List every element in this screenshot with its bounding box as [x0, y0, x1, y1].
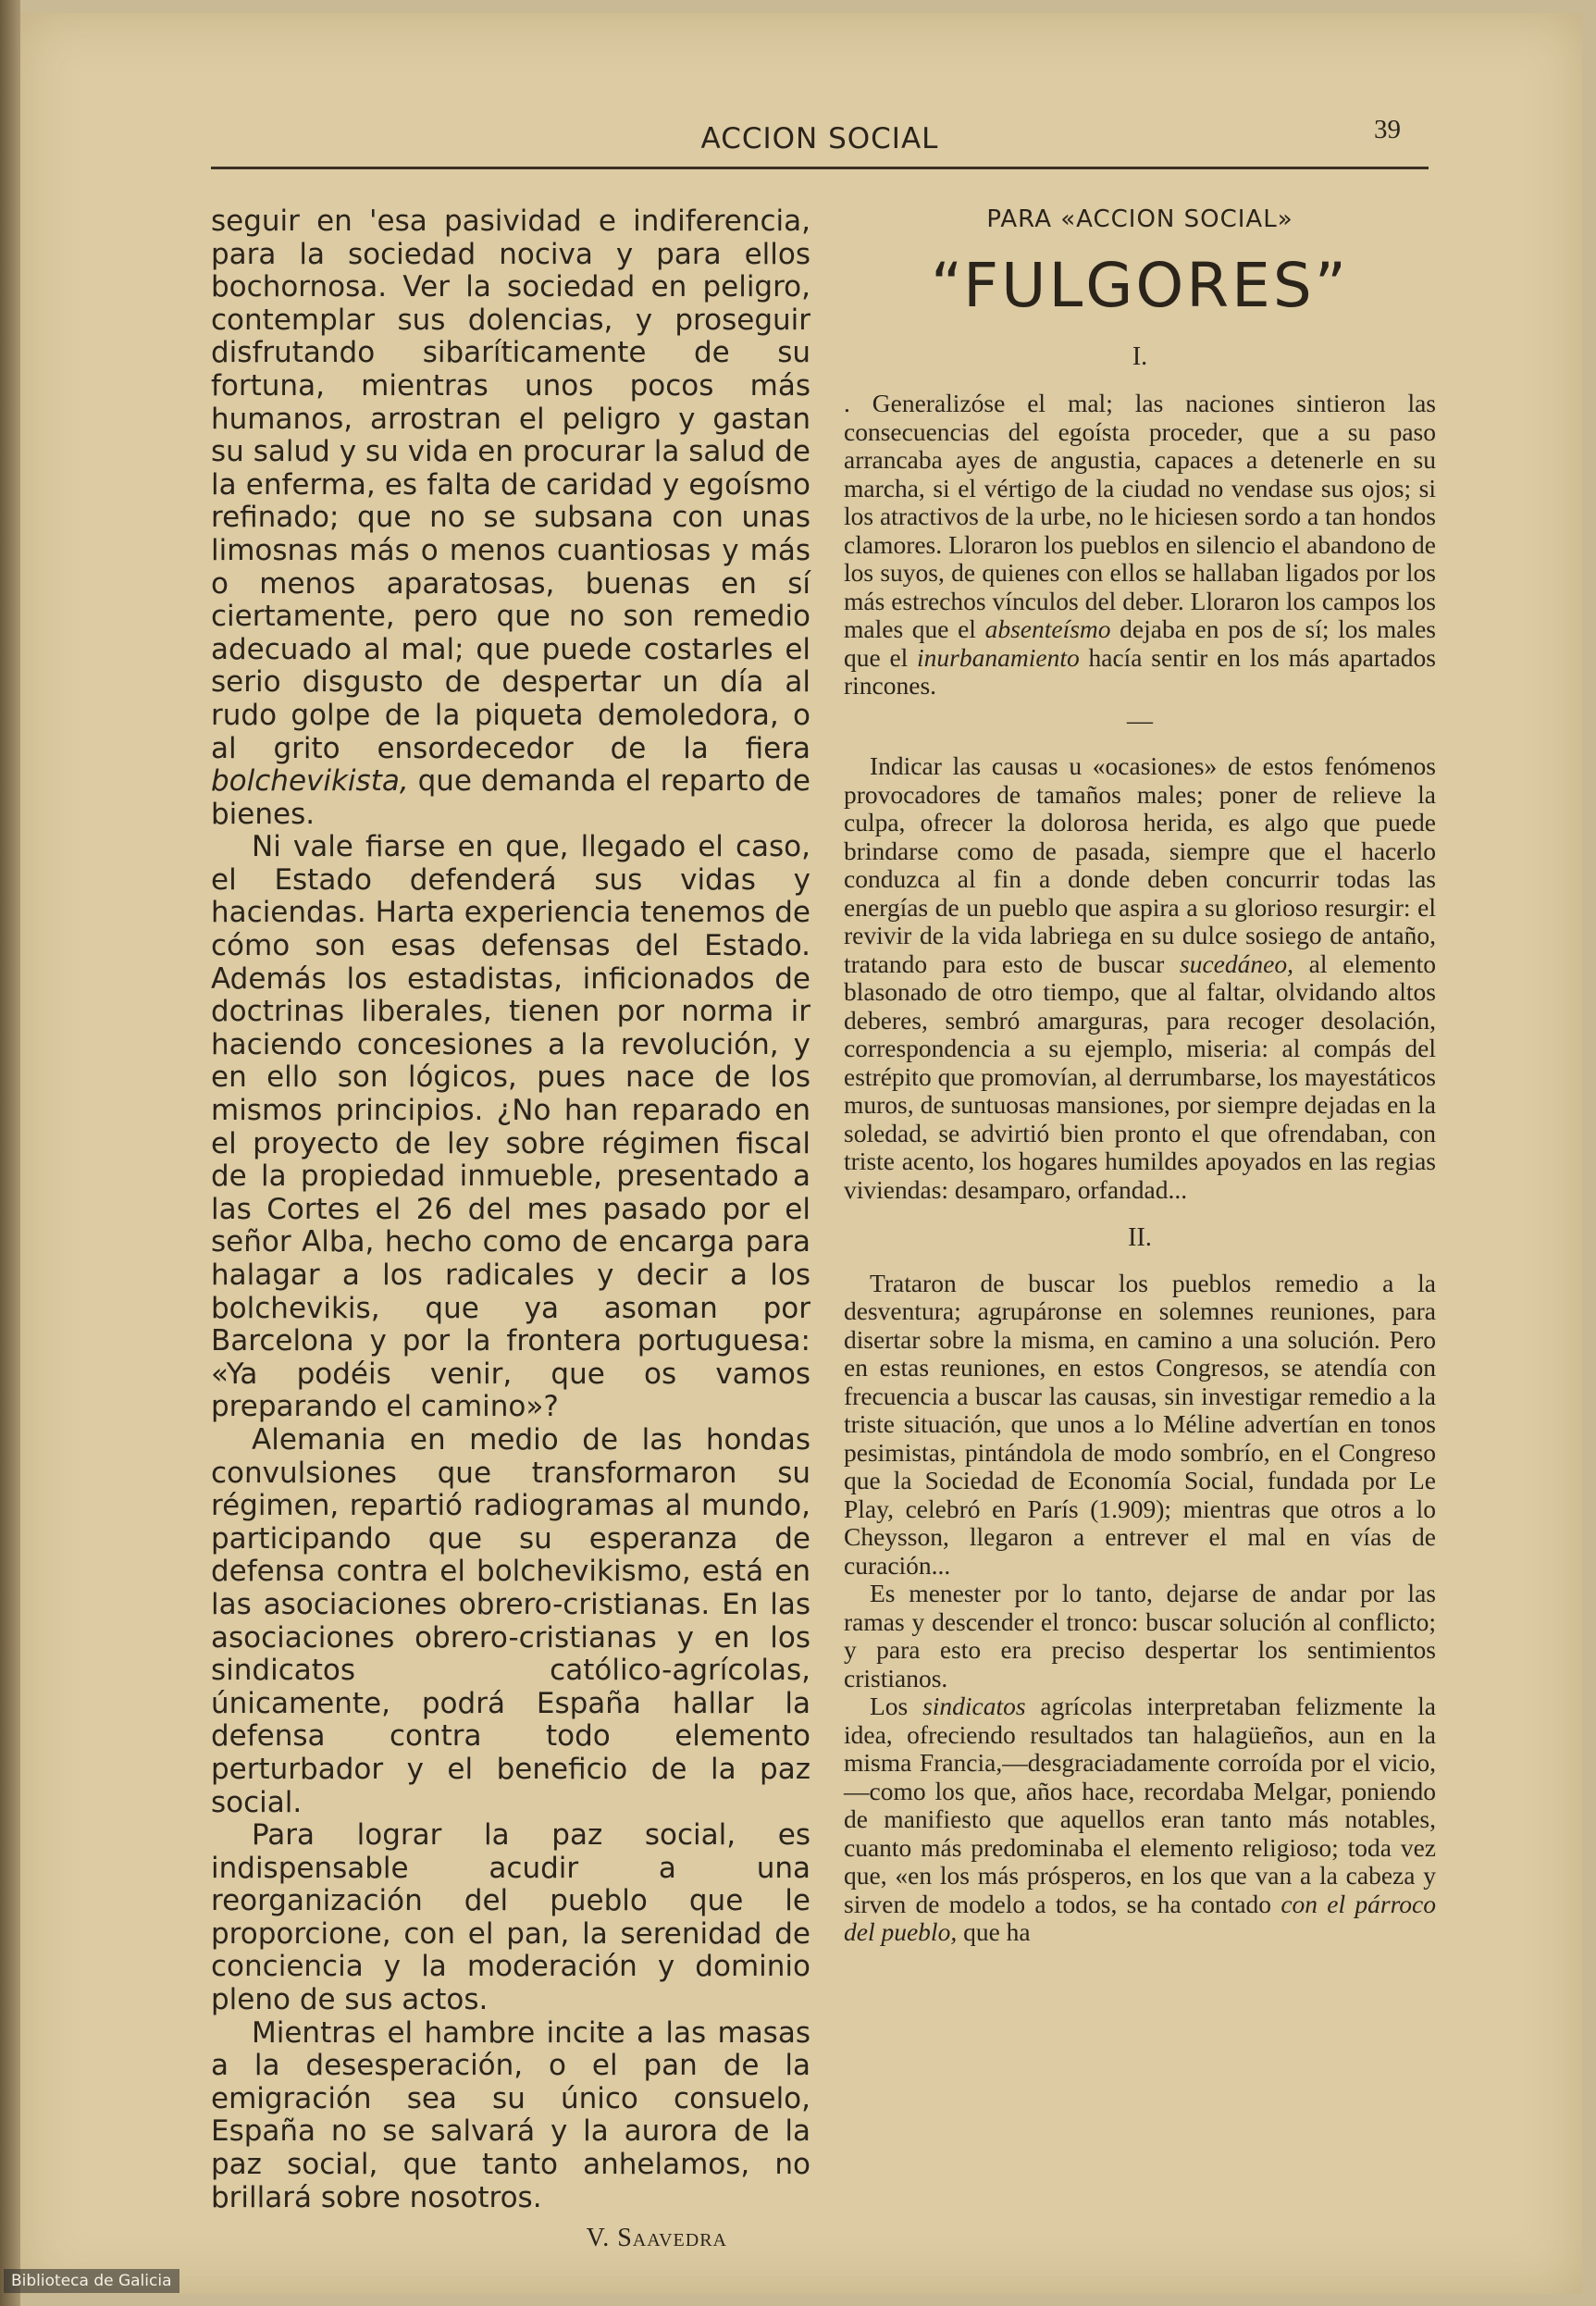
book-spine: [0, 0, 20, 2306]
paragraph: Indicar las causas u «ocasiones» de estos fenómenos provocadores de tamaños males; poner de relieve la culpa, ofrecer la dolorosa herida, es algo que puede brindarse como de pasada, siempre que el hacerlo conduzca al fin a donde deben concurrir todas las energías de un pueblo que aspira a su glorioso resurgir: el revivir de la vida labriega en su dulce sosiego de antaño, tratando para esto de buscar sucedáneo, al elemento blasonado de otro tiempo, que al faltar, olvidando altos deberes, sembró amarguras, para recoger desolación, correspondencia a su ejemplo, miseria: al compás del estrépito que promovían, al derrumbarse, los mayestáticos muros, de suntuosas mansiones, por siempre dejadas en la soledad, se advirtió bien pronto el que ofrendaban, con triste acento, los hogares humildes apoyados en las regias viviendas: desamparo, orfandad...: [844, 751, 1437, 1204]
author-signature: V. Saavedra: [586, 2224, 727, 2253]
running-header: [211, 115, 1429, 161]
paragraph: Mientras el hambre incite a las masas a la desesperación, o el pan de la emigración sea su único consuelo, España no se salvará y la aurora de la paz social, que tanto anhelamos, no brillará sobre nosotros.: [211, 2015, 810, 2214]
page-number: 39: [1374, 115, 1401, 144]
paragraph: Para lograr la paz social, es indispensable acudir a una reorganización del pueblo que le proporcione, con el pan, la serenidad de conciencia y la moderación y dominio pleno de sus actos.: [211, 1818, 810, 2017]
section-number: II.: [1128, 1223, 1152, 1252]
paragraph: Los sindicatos agrícolas interpretaban felizmente la idea, ofreciendo resultados tan halagüeños, aun en la misma Francia,—desgraciadamente corroída por el vicio,—como los que, años hace, recordaba Melgar, poniendo de manifiesto que aquellos eran tanto más notables, cuanto más predominaba el elemento religioso; toda vez que, «en los más prósperos, en los que van a la cabeza y sirven de modelo a todos, se ha contado con el párroco del pueblo, que ha: [844, 1692, 1437, 1946]
journal-title: ACCION SOCIAL: [700, 122, 939, 155]
paragraph: Trataron de buscar los pueblos remedio a la desventura; agrupáronse en solemnes reuniones, para disertar sobre la misma, en camino a una solución. Pero en estas reuniones, en estos Congresos, se atendía con frecuencia a buscar las causas, sin investigar remedio a la triste situación, que unos a lo Méline advertían en tonos pesimistas, pintándola de modo sombrío, en el Congreso que la Sociedad de Economía Social, fundada por Le Play, celebró en París (1.909); mientras que otros a lo Cheysson, llegaron a entrever el mal en vías de curación...: [844, 1268, 1436, 1580]
paragraph: Ni vale fiarse en que, llegado el caso, el Estado defenderá sus vidas y haciendas. Harta experiencia tenemos de cómo son esas defensas del Estado. Además los estadistas, inficionados de doctrinas liberales, tienen por norma ir haciendo concesiones a la revolución, y en ello son lógicos, pues nace de los mismos principios. ¿No han reparado en el proyecto de ley sobre régimen fiscal de la propiedad inmueble, presentado a las Cortes el 26 del mes pasado por el señor Alba, hecho como de encarga para halagar a los radicales y decir a los bolchevikis, que ya asoman por Barcelona y por la frontera portuguesa: «Ya podéis venir, que os vamos preparando el camino»?: [211, 830, 810, 1424]
paragraph: . Generalizóse el mal; las naciones sintieron las consecuencias del egoísta proceder, que a su paso arrancaba ayes de angustia, capaces a detenerle en su marcha, si el vértigo de la ciudad no vendase sus ojos; si los atractivos de la urbe, no le hiciesen sordo a tan hondos clamores. Lloraron los pueblos en silencio el abandono de los suyos, de quienes con ellos se hallaban ligados por los más estrechos vínculos del deber. Lloraron los campos los males que el absenteísmo dejaba en pos de sí; los males que el inurbanamiento hacía sentir en los más apartados rincones.: [844, 389, 1437, 700]
article-subtitle: PARA «ACCION SOCIAL»: [986, 205, 1293, 233]
paragraph: seguir en 'esa pasividad e indiferencia, para la sociedad nociva y para ellos bochornosa. Ver la sociedad en peligro, contemplar sus dolencias, y proseguir disfrutando sibaríticamente de su fortuna, mientras unos pocos más humanos, arrostran el peligro y gastan su salud y su vida en procurar la salud de la enferma, es falta de caridad y egoísmo refinado; que no se subsana con unas limosnas más o menos cuantiosas y más o menos aparatosas, buenas en sí ciertamente, pero que no son remedio adecuado al mal; que puede costarles el serio disgusto de despertar un día al rudo golpe de la piqueta demoledora, o al grito ensordecedor de la fiera bolchevikista, que demanda el reparto de bienes.: [211, 205, 810, 831]
right-column: [844, 205, 1436, 1947]
library-watermark: Biblioteca de Galicia: [4, 2269, 179, 2293]
article-title: “FULGORES”: [931, 249, 1349, 321]
header-rule: [211, 167, 1429, 169]
italic-term: bolchevikista,: [211, 764, 409, 799]
paragraph: Es menester por lo tanto, dejarse de andar por las ramas y descender el tronco: buscar solución al conflicto; y para esto era preciso despertar los sentimientos cristianos.: [844, 1579, 1436, 1692]
section-number: I.: [1132, 341, 1148, 371]
section-divider: —: [1127, 706, 1153, 736]
paragraph: Alemania en medio de las hondas convulsiones que transformaron su régimen, repartió radiogramas al mundo, participando que su esperanza de defensa contra el bolchevikismo, está en las asociaciones obrero-cristianas. En las asociaciones obrero-cristianas y en los sindicatos católico-agrícolas, únicamente, podrá España hallar la defensa contra todo elemento perturbador y el beneficio de la paz social.: [211, 1422, 810, 1819]
left-column: [211, 205, 810, 2255]
